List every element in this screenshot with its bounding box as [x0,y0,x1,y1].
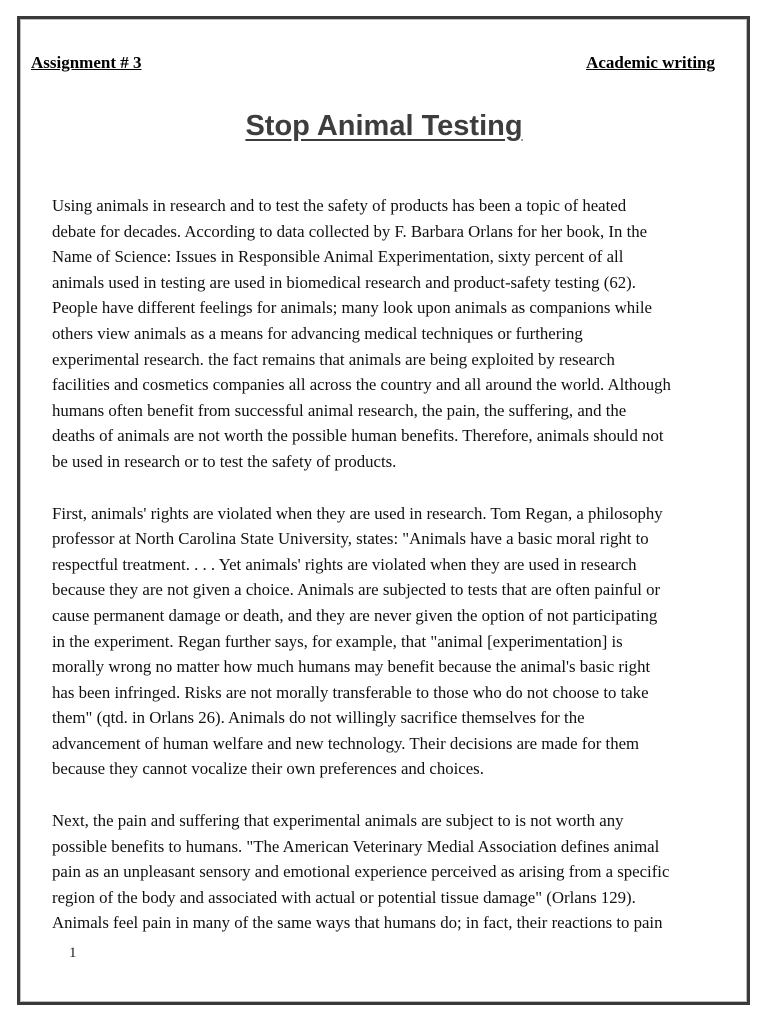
paragraph-intro: Using animals in research and to test the safety of products has been a topic of heated debate for decades. According to data collected by F. Barbara Orlans for her book, In the Name of Science: Issues in Responsible Animal Experimentation, sixty percent of all animals used in testing are used in biomedical research and product-safety testing (62). People have different feelings for animals; many look upon animals as companions while others view animals as a means for advancing medical techniques or furthering experimental research. the fact remains that animals are being exploited by research facilities and cosmetics companies all across the country and all around the world. Although humans often benefit from successful animal research, the pain, the suffering, and the deaths of animals are not worth the possible human benefits. Therefore, animals should not be used in research or to test the safety of products. [52,196,671,471]
page-number: 1 [69,945,77,961]
document-body [52,193,722,962]
assignment-label: Assignment # 3 [31,53,142,72]
paragraph-pain-suffering: Next, the pain and suffering that experimental animals are subject to is not worth any possible benefits to humans. "The American Veterinary Medial Association defines animal pain as an unpleasant sensory and emotional experience perceived as arising from a specific region of the body and associated with actual or potential tissue damage" (Orlans 129). Animals feel pain in many of the same ways that humans do; in fact, their reactions to pain [52,811,670,933]
course-label: Academic writing [586,53,715,72]
document-title-text: Stop Animal Testing [245,110,523,142]
paragraph-animal-rights: First, animals' rights are violated when they are used in research. Tom Regan, a philosophy professor at North Carolina State University, states: "Animals have a basic moral right to respectful treatment. . . . Yet animals' rights are violated when they are used in research because they are not given a choice. Animals are subjected to tests that are often painful or cause permanent damage or death, and they are never given the option of not participating in the experiment. Regan further says, for example, that "animal [experimentation] is morally wrong no matter how much humans may benefit because the animal's basic right has been infringed. Risks are not morally transferable to those who do not choose to take them" (qtd. in Orlans 26). Animals do not willingly sacrifice themselves for the advancement of human welfare and new technology. Their decisions are made for them because they cannot vocalize their own preferences and choices. [52,503,663,779]
document-title [0,106,768,146]
